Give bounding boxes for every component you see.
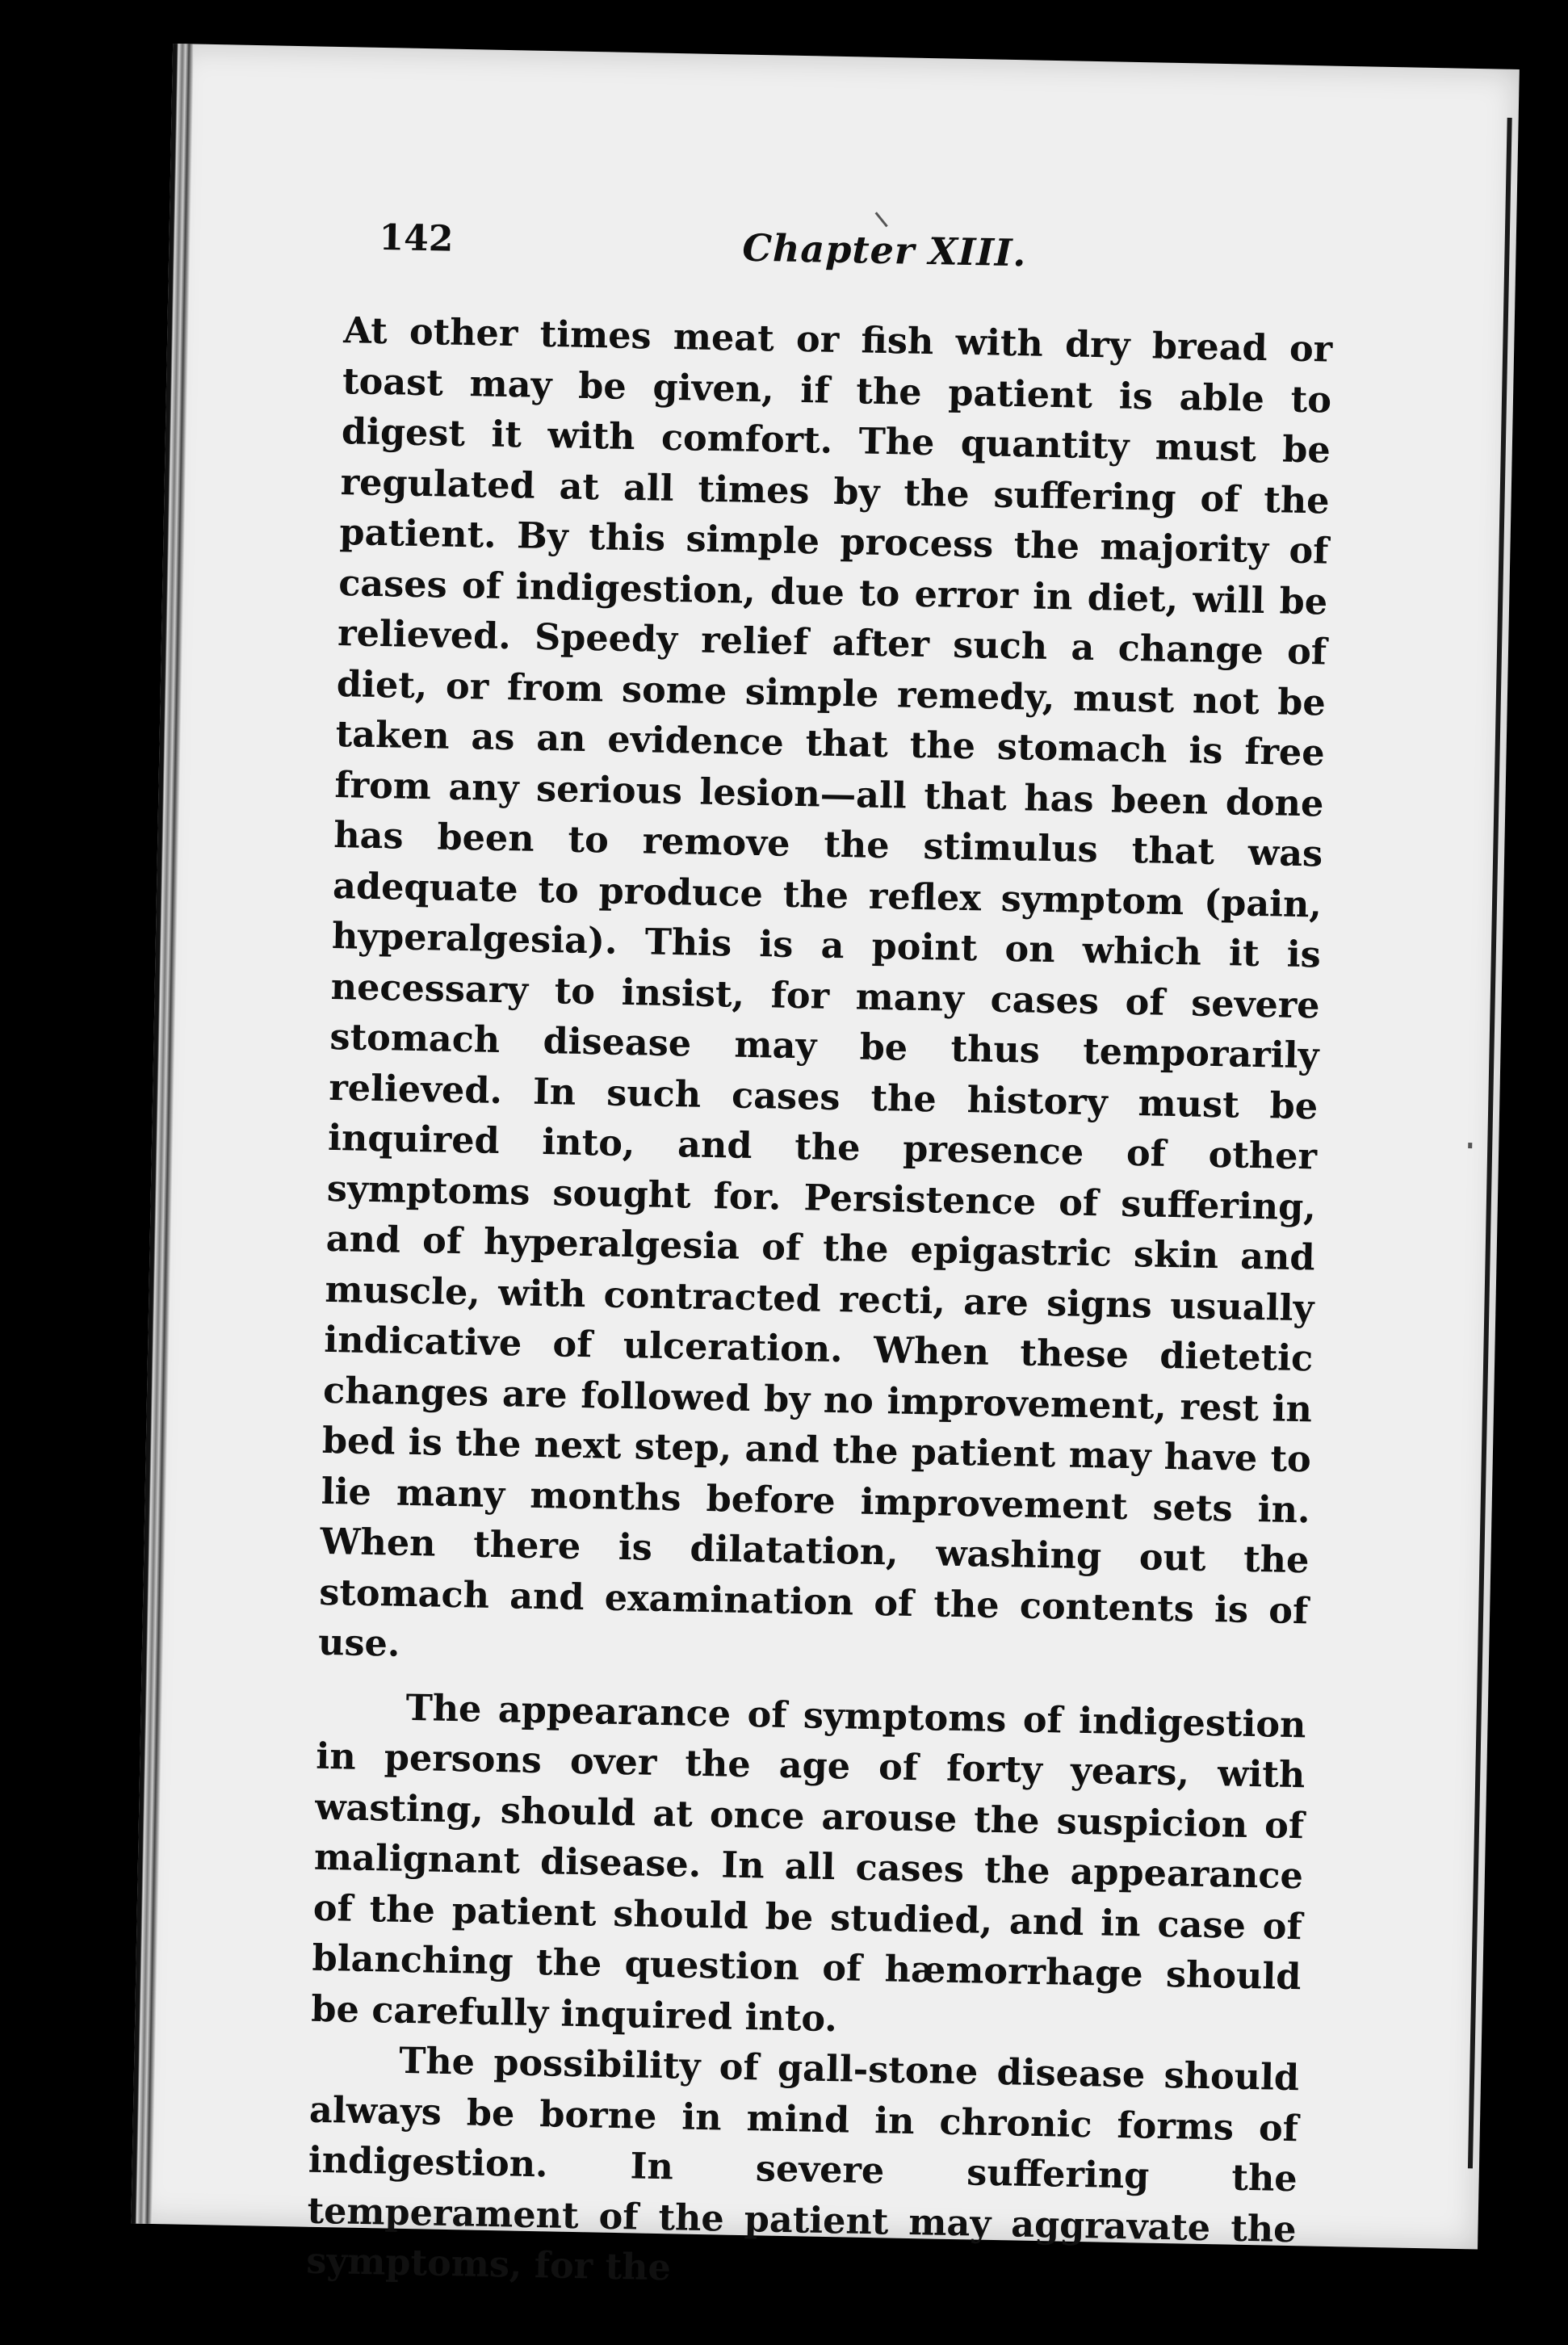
page-header — [378, 217, 1444, 310]
paragraph-2: The appearance of symptoms of indigestion in persons over the age of forty years, with wasting, should at once arouse the suspicion of malignant disease. In all cases the appearance of the patient should be studied, and in case of blanching the question of hæmorrhage should be carefully inquired into. — [310, 1686, 1306, 2040]
book-page — [131, 44, 1520, 2289]
paragraph-1: At other times meat or fish with dry bread or toast may be given, if the patient is able to digest it with comfort. The quantity must be regulated at all times by the suffering of the patient. By this simple process the majority of cases of indigestion, due to error in diet, will be relieved. Speedy relief after such a change of diet, or from some simple remedy, must not be taken as an evidence that the stomach is free from any serious lesion—all that has been done has been to remove the stimulus that was adequate to produce the reflex symptom (pain, hyperalgesia). This is a point on which it is necessary to insist, for many cases of severe stomach disease may be thus temporarily relieved. In such cases the history must be inquired into, and the presence of other symptoms sought for. Persistence of suffering, and of hyperalgesia of the epigastric skin and muscle, with contracted recti, are signs usually indicative of ulceration. When these dietetic changes are followed by no improvement, rest in bed is the next step, and the patient may have to lie many months before improvement sets in. When there is dilatation, washing out the stomach and examination of the contents is of use. — [317, 309, 1333, 1665]
page-binding-edge — [131, 44, 194, 2224]
body-text — [306, 305, 1333, 2305]
page-number: 142 — [379, 216, 454, 260]
scan-speck — [1468, 1143, 1472, 1148]
running-head: Chapter XIII. — [741, 225, 1027, 275]
page-right-edge — [1468, 118, 1512, 2169]
paragraph-3: The possibility of gall-stone disease should always be borne in mind in chronic forms of indigestion. In severe suffering the temperament of the patient may aggravate the symptoms, for the — [305, 2039, 1300, 2289]
scan-speck — [875, 212, 888, 227]
